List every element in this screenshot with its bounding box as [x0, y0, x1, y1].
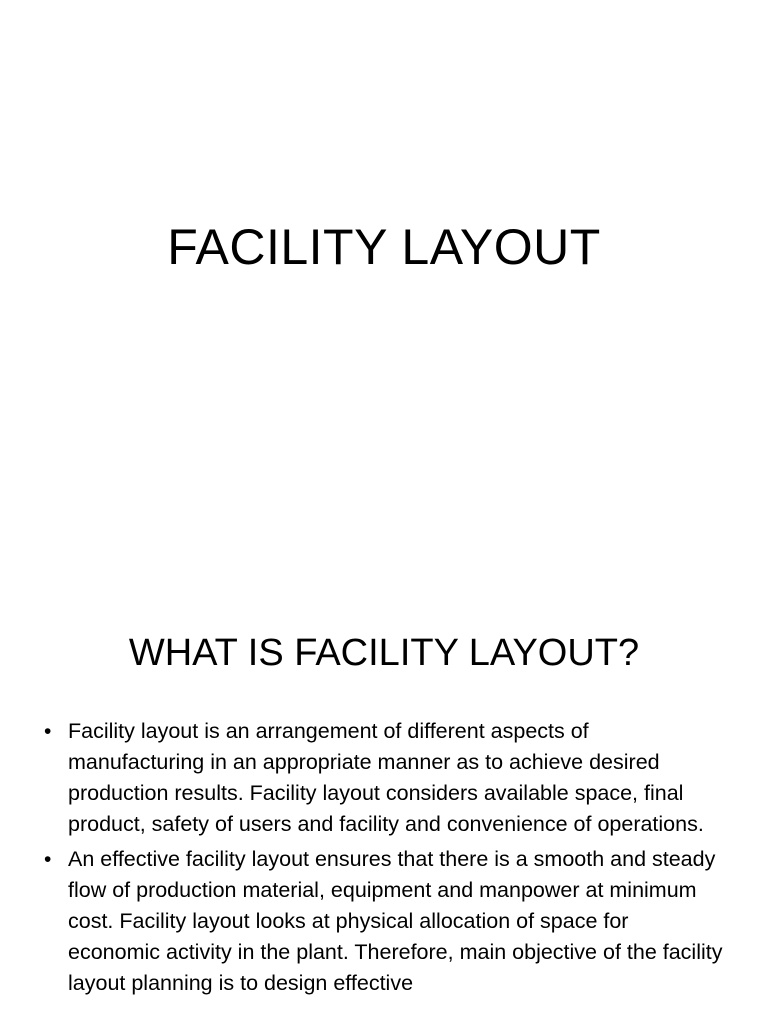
- bullet-icon: •: [44, 848, 52, 871]
- bullet-text: An effective facility layout ensures that there is a smooth and steady flow of production material, equipment and manpower at minimum cost. Facility layout looks at physical allocation of space for economic activity in the plant. Therefore, main objective of the facility layout planning is to design effective: [68, 847, 723, 995]
- bullet-list: [44, 716, 724, 1003]
- slide-heading: WHAT IS FACILITY LAYOUT?: [128, 632, 640, 674]
- slide-title: FACILITY LAYOUT: [167, 219, 601, 275]
- bullet-text: Facility layout is an arrangement of different aspects of manufacturing in an appropriate manner as to achieve desired production results. Facility layout considers available space, final product, safety of users and facility and convenience of operations.: [68, 719, 704, 836]
- bullet-item: [44, 716, 724, 840]
- bullet-icon: •: [44, 720, 52, 743]
- content-slide: [0, 576, 768, 1024]
- bullet-item: [44, 844, 724, 999]
